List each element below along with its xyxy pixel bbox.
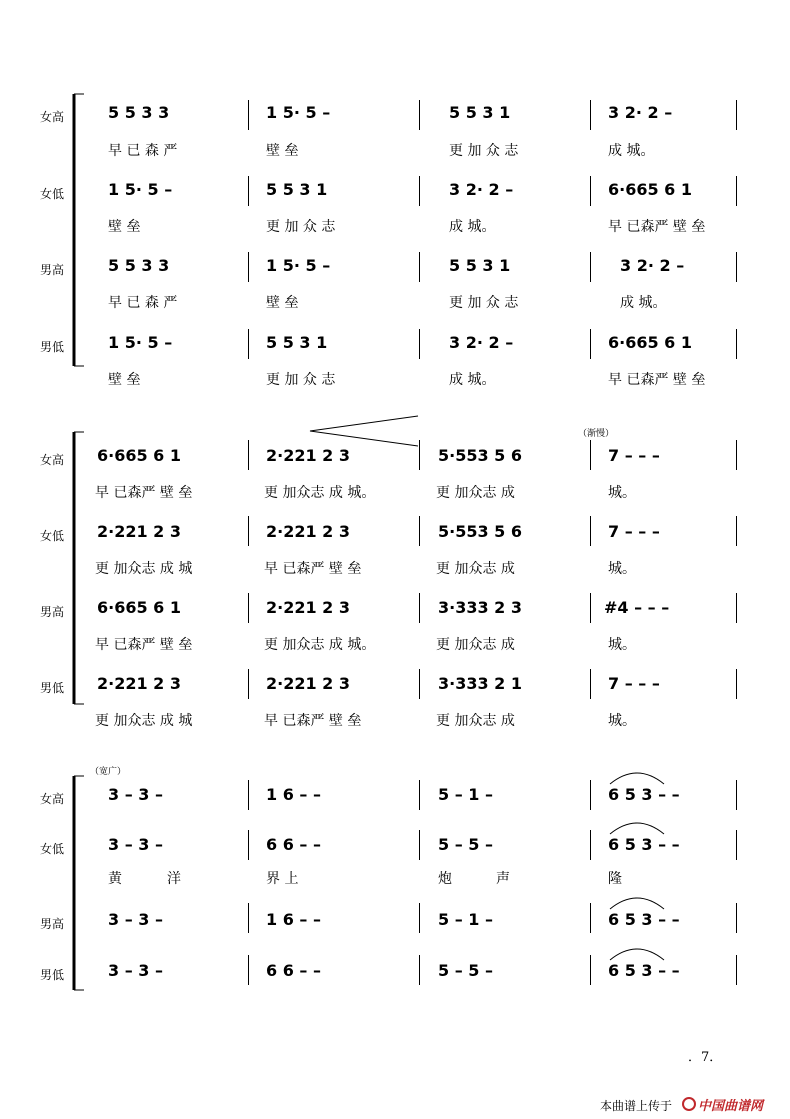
notes-s1-m1: 1 5· 5 – — [108, 333, 173, 352]
notes-s2-m2: 2·221 2 3 — [266, 674, 351, 693]
tempo-mark-rit: （渐慢） — [578, 429, 615, 439]
notes-s2-m2: 2·221 2 3 — [266, 598, 351, 617]
notes-s1-m3: 3 2· 2 – — [449, 180, 514, 199]
lyrics-s2-l4: 城。 — [608, 637, 636, 653]
lyrics-s3-l2: 界 上 — [266, 871, 299, 887]
notes-s3-m4: 6 5 3 – – — [608, 835, 680, 854]
lyrics-s1-l1: 壁 垒 — [108, 372, 141, 388]
notes-s2-m1: 6·665 6 1 — [97, 598, 182, 617]
voice-label-alto: 女低 — [40, 187, 65, 201]
voice-label-bass: 男低 — [40, 340, 65, 354]
logo-icon — [682, 1097, 696, 1111]
notes-s2-m1: 2·221 2 3 — [97, 522, 182, 541]
lyrics-s2-l3: 更 加众志 成 — [436, 561, 515, 577]
notes-s1-m4: 3 2· 2 – — [608, 103, 673, 122]
notes-s1-m3: 5 5 3 1 — [449, 256, 511, 275]
notes-s2-m3: 3·333 2 1 — [438, 674, 523, 693]
voice-label-tenor: 男高 — [40, 917, 65, 931]
lyrics-s1-l1: 早 已 森 严 — [108, 295, 178, 311]
lyrics-s1-l4: 早 已森严 壁 垒 — [608, 372, 706, 388]
lyrics-s1-l1: 早 已 森 严 — [108, 143, 178, 159]
notes-s2-m2: 2·221 2 3 — [266, 522, 351, 541]
notes-s1-m2: 5 5 3 1 — [266, 333, 328, 352]
notes-s3-m3: 5 – 1 – — [438, 910, 493, 929]
lyrics-s2-l2: 早 已森严 壁 垒 — [264, 713, 362, 729]
lyrics-s2-l4: 城。 — [608, 713, 636, 729]
lyrics-s3-l1a: 黄 — [108, 871, 122, 887]
lyrics-s1-l4: 成 城。 — [608, 143, 655, 159]
notes-s2-m3: 5·553 5 6 — [438, 446, 523, 465]
lyrics-s2-l2: 早 已森严 壁 垒 — [264, 561, 362, 577]
notes-s3-m1: 3 – 3 – — [108, 835, 163, 854]
notes-s3-m2: 1 6 – – — [266, 910, 321, 929]
lyrics-s1-l3: 成 城。 — [449, 372, 496, 388]
lyrics-s1-l2: 更 加 众 志 — [266, 372, 336, 388]
notes-s1-m2: 5 5 3 1 — [266, 180, 328, 199]
notes-s2-m4: 7 – – – — [608, 446, 660, 465]
notes-s3-m1: 3 – 3 – — [108, 785, 163, 804]
notes-s1-m1: 5 5 3 3 — [108, 256, 170, 275]
lyrics-s2-l1: 早 已森严 壁 垒 — [95, 637, 193, 653]
notes-s2-m4: #4 – – – — [604, 598, 670, 617]
lyrics-s2-l1: 更 加众志 成 城 — [95, 713, 193, 729]
lyrics-s2-l3: 更 加众志 成 — [436, 713, 515, 729]
notes-s1-m1: 5 5 3 3 — [108, 103, 170, 122]
voice-label-soprano: 女高 — [40, 792, 65, 806]
notes-s2-m1: 2·221 2 3 — [97, 674, 182, 693]
notes-s3-m4: 6 5 3 – – — [608, 961, 680, 980]
notes-s2-m4: 7 – – – — [608, 522, 660, 541]
notes-s3-m3: 5 – 5 – — [438, 961, 493, 980]
page-number: ．7． — [688, 1050, 723, 1065]
lyrics-s1-l4: 早 已森严 壁 垒 — [608, 219, 706, 235]
lyrics-s2-l3: 更 加众志 成 — [436, 485, 515, 501]
notes-s1-m3: 5 5 3 1 — [449, 103, 511, 122]
voice-label-bass: 男低 — [40, 681, 65, 695]
lyrics-s1-l3: 成 城。 — [449, 219, 496, 235]
notes-s2-m2: 2·221 2 3 — [266, 446, 351, 465]
notes-s3-m1: 3 – 3 – — [108, 961, 163, 980]
notes-s3-m2: 1 6 – – — [266, 785, 321, 804]
notes-s1-m2: 1 5· 5 – — [266, 256, 331, 275]
notes-s3-m2: 6 6 – – — [266, 961, 321, 980]
lyrics-s2-l2: 更 加众志 成 城。 — [264, 637, 376, 653]
notes-s3-m3: 5 – 1 – — [438, 785, 493, 804]
notes-s1-m1: 1 5· 5 – — [108, 180, 173, 199]
notes-s3-m4: 6 5 3 – – — [608, 910, 680, 929]
site-logo — [682, 1095, 763, 1114]
site-logo-text: 中国曲谱网 — [698, 1099, 764, 1114]
notes-s1-m4: 6·665 6 1 — [608, 180, 693, 199]
lyrics-s1-l3: 更 加 众 志 — [449, 143, 519, 159]
lyrics-s1-l3: 更 加 众 志 — [449, 295, 519, 311]
lyrics-s3-l3b: 声 — [496, 871, 510, 887]
lyrics-s1-l2: 壁 垒 — [266, 143, 299, 159]
lyrics-s1-l2: 更 加 众 志 — [266, 219, 336, 235]
notes-s3-m2: 6 6 – – — [266, 835, 321, 854]
notes-s3-m4: 6 5 3 – – — [608, 785, 680, 804]
notes-s3-m1: 3 – 3 – — [108, 910, 163, 929]
voice-label-tenor: 男高 — [40, 605, 65, 619]
lyrics-s1-l2: 壁 垒 — [266, 295, 299, 311]
lyrics-s2-l4: 城。 — [608, 485, 636, 501]
notes-s3-m3: 5 – 5 – — [438, 835, 493, 854]
voice-label-soprano: 女高 — [40, 110, 65, 124]
notes-s1-m4: 3 2· 2 – — [620, 256, 685, 275]
lyrics-s3-l4: 隆 — [608, 871, 622, 887]
notes-s1-m2: 1 5· 5 – — [266, 103, 331, 122]
lyrics-s3-l3a: 炮 — [438, 871, 452, 887]
notes-s1-m3: 3 2· 2 – — [449, 333, 514, 352]
lyrics-s2-l1: 更 加众志 成 城 — [95, 561, 193, 577]
tempo-mark-broad: （宽广） — [90, 767, 127, 777]
lyrics-s1-l1: 壁 垒 — [108, 219, 141, 235]
footer-upload-text: 本曲谱上传于 — [600, 1099, 673, 1113]
notes-s2-m4: 7 – – – — [608, 674, 660, 693]
lyrics-s3-l1b: 洋 — [167, 871, 181, 887]
notes-s2-m3: 5·553 5 6 — [438, 522, 523, 541]
lyrics-s2-l2: 更 加众志 成 城。 — [264, 485, 376, 501]
lyrics-s2-l3: 更 加众志 成 — [436, 637, 515, 653]
lyrics-s1-l4: 成 城。 — [620, 295, 667, 311]
notes-s1-m4: 6·665 6 1 — [608, 333, 693, 352]
voice-label-tenor: 男高 — [40, 263, 65, 277]
notes-s2-m3: 3·333 2 3 — [438, 598, 523, 617]
voice-label-bass: 男低 — [40, 968, 65, 982]
voice-label-alto: 女低 — [40, 842, 65, 856]
lyrics-s2-l4: 城。 — [608, 561, 636, 577]
lyrics-s2-l1: 早 已森严 壁 垒 — [95, 485, 193, 501]
voice-label-soprano: 女高 — [40, 453, 65, 467]
notes-s2-m1: 6·665 6 1 — [97, 446, 182, 465]
voice-label-alto: 女低 — [40, 529, 65, 543]
